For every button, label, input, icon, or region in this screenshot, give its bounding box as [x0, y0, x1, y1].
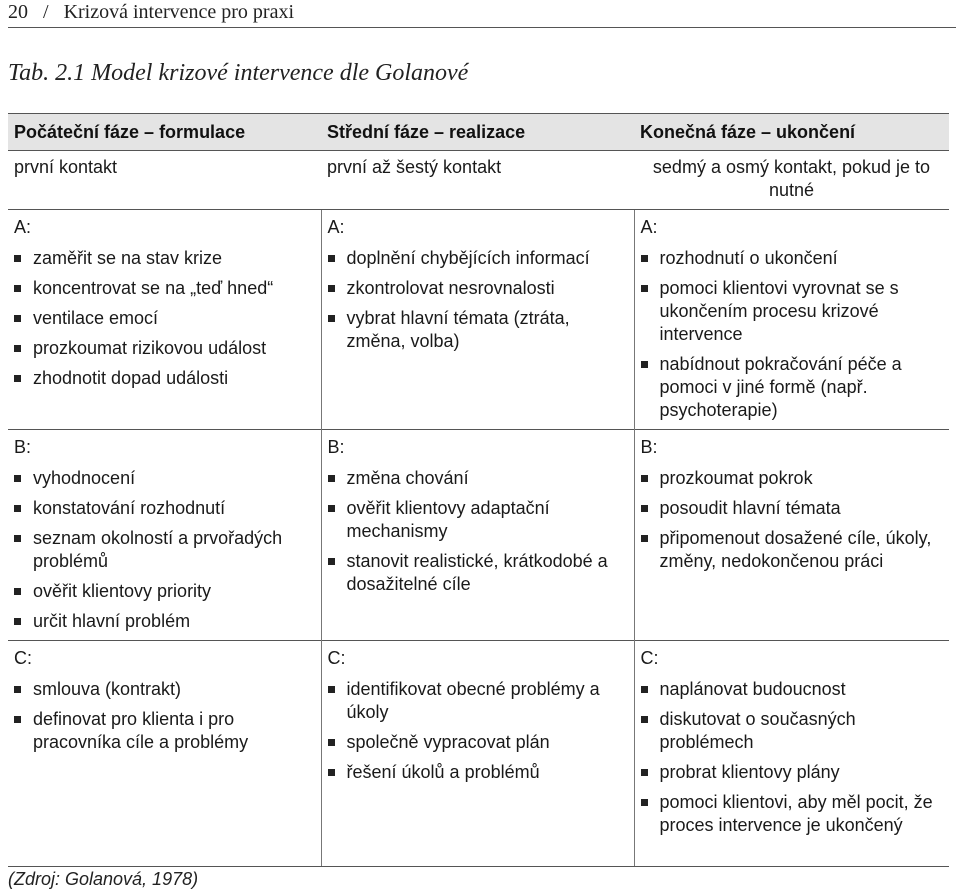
contact-final: sedmý a osmý kontakt, pokud je to nutné [634, 151, 949, 210]
list-item: doplnění chybějících informací [328, 247, 628, 270]
list-item: probrat klientovy plány [641, 761, 944, 784]
phase-cell [634, 210, 949, 430]
contact-middle: první až šestý kontakt [321, 151, 634, 210]
bullet-list [14, 247, 315, 390]
crisis-intervention-table [8, 113, 949, 867]
running-head-separator: / [43, 1, 49, 23]
list-item: zaměřit se na stav krize [14, 247, 315, 270]
contact-row [8, 151, 949, 210]
header-middle-phase: Střední fáze – realizace [321, 114, 634, 151]
phase-cell [8, 641, 321, 867]
list-item: ověřit klientovy priority [14, 580, 315, 603]
list-item: vybrat hlavní témata (ztráta, změna, volba) [328, 307, 628, 353]
list-item: zhodnotit dopad události [14, 367, 315, 390]
header-row [8, 114, 949, 151]
running-head [8, 0, 956, 28]
list-item: nabídnout pokračování péče a pomoci v jiné formě (např. psychoterapie) [641, 353, 944, 422]
phase-label: B: [14, 437, 32, 457]
phase-label: A: [14, 217, 32, 237]
bullet-list [641, 467, 944, 573]
list-item: zkontrolovat nesrovnalosti [328, 277, 628, 300]
list-item: ventilace emocí [14, 307, 315, 330]
table-label: Tab. 2.1 [8, 60, 86, 86]
list-item: ověřit klientovy adaptační mechanismy [328, 497, 628, 543]
list-item: seznam okolností a prvořadých problémů [14, 527, 315, 573]
phase-label: C: [14, 648, 32, 668]
list-item: vyhodnocení [14, 467, 315, 490]
contact-initial: první kontakt [8, 151, 321, 210]
phase-row-a [8, 210, 949, 430]
page-number: 20 [8, 1, 28, 23]
phase-label: B: [327, 437, 345, 457]
phase-cell [8, 210, 321, 430]
list-item: prozkoumat pokrok [641, 467, 944, 490]
list-item: prozkoumat rizikovou událost [14, 337, 315, 360]
list-item: posoudit hlavní témata [641, 497, 944, 520]
phase-label: A: [327, 217, 345, 237]
list-item: určit hlavní problém [14, 610, 315, 633]
list-item: připomenout dosažené cíle, úkoly, změny, nedokončenou práci [641, 527, 944, 573]
bullet-list [14, 678, 315, 754]
list-item: pomoci klientovi, aby měl pocit, že proces intervence je ukončený [641, 791, 944, 837]
bullet-list [641, 247, 944, 422]
header-final-phase: Konečná fáze – ukončení [634, 114, 949, 151]
list-item: stanovit realistické, krátkodobé a dosažitelné cíle [328, 550, 628, 596]
phase-cell [634, 430, 949, 641]
list-item: diskutovat o současných problémech [641, 708, 944, 754]
list-item: společně vypracovat plán [328, 731, 628, 754]
phase-label: C: [640, 648, 659, 668]
book-title: Krizová intervence pro praxi [63, 1, 295, 23]
table-title: Model krizové intervence dle Golanové [91, 60, 469, 86]
list-item: řešení úkolů a problémů [328, 761, 628, 784]
phase-cell [634, 641, 949, 867]
list-item: rozhodnutí o ukončení [641, 247, 944, 270]
bullet-list [328, 247, 628, 353]
phase-row-c [8, 641, 949, 867]
list-item: identifikovat obecné problémy a úkoly [328, 678, 628, 724]
table-caption [8, 60, 468, 87]
list-item: smlouva (kontrakt) [14, 678, 315, 701]
list-item: koncentrovat se na „teď hned“ [14, 277, 315, 300]
list-item: pomoci klientovi vyrovnat se s ukončením procesu krizové intervence [641, 277, 944, 346]
phase-cell [321, 430, 634, 641]
bullet-list [14, 467, 315, 633]
bullet-list [641, 678, 944, 837]
phase-cell [8, 430, 321, 641]
phase-label: A: [640, 217, 658, 237]
phase-label: C: [327, 648, 346, 668]
list-item: konstatování rozhodnutí [14, 497, 315, 520]
source-note: (Zdroj: Golanová, 1978) [8, 869, 199, 889]
header-initial-phase: Počáteční fáze – formulace [8, 114, 321, 151]
bullet-list [328, 678, 628, 784]
phase-row-b [8, 430, 949, 641]
list-item: naplánovat budoucnost [641, 678, 944, 701]
bullet-list [328, 467, 628, 596]
phase-cell [321, 210, 634, 430]
phase-label: B: [640, 437, 658, 457]
list-item: změna chování [328, 467, 628, 490]
list-item: definovat pro klienta i pro pracovníka cíle a problémy [14, 708, 315, 754]
phase-cell [321, 641, 634, 867]
